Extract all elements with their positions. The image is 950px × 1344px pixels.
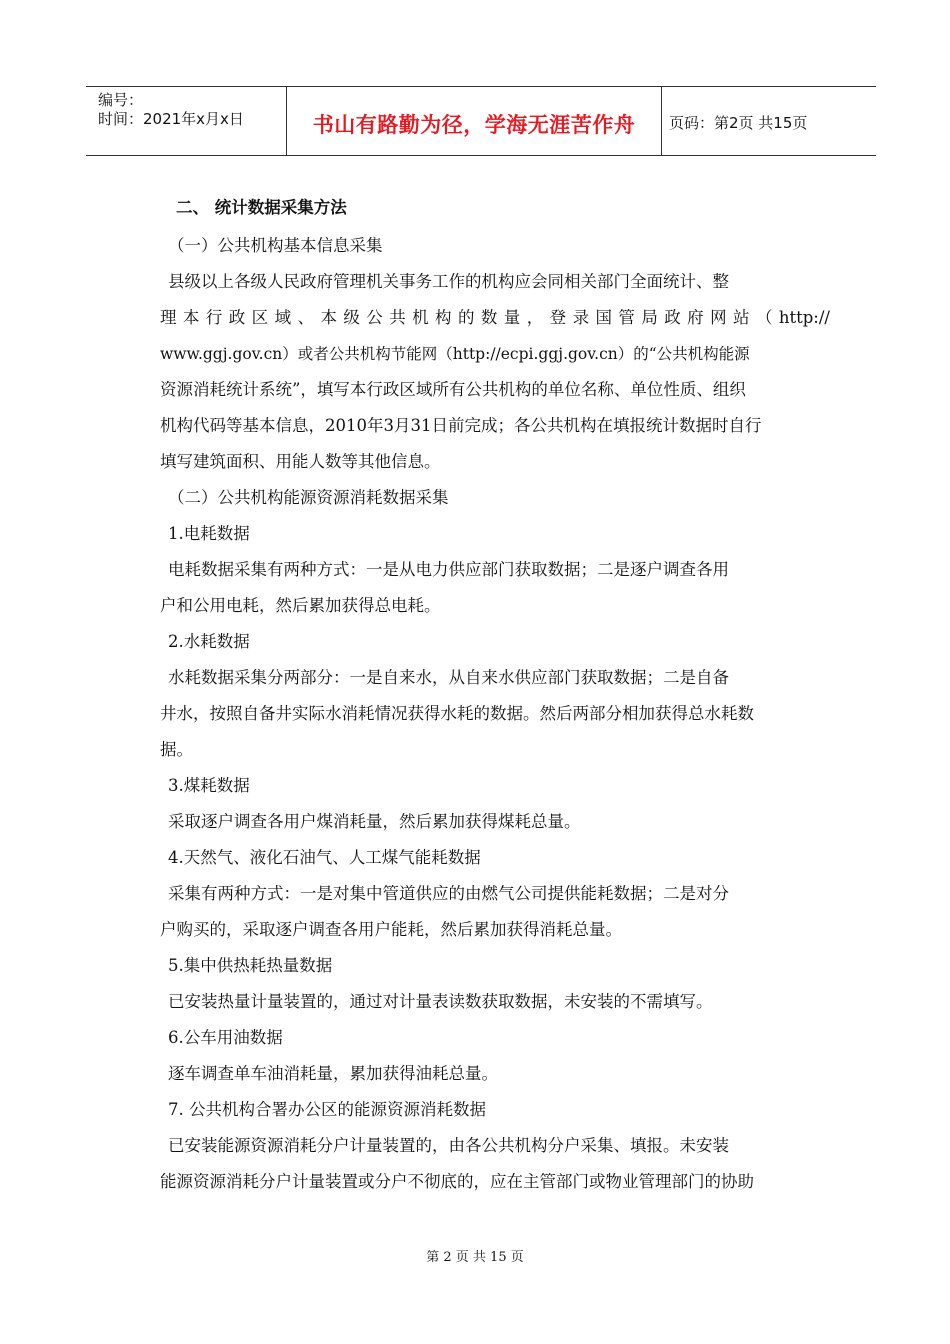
page-header: [86, 86, 876, 156]
paragraph-line: 电耗数据采集有两种方式：一是从电力供应部门获取数据；二是逐户调查各用: [168, 560, 729, 579]
motto: 书山有路勤为径，学海无涯苦作舟: [312, 113, 636, 137]
section-title: 二、 统计数据采集方法: [176, 198, 347, 217]
item-heading: 2.水耗数据: [168, 632, 250, 651]
paragraph-line: 水耗数据采集分两部分：一是自来水，从自来水供应部门获取数据；二是自备: [168, 668, 729, 687]
paragraph-line: 填写建筑面积、用能人数等其他信息。: [160, 452, 441, 471]
page-info: 页码：第2页 共15页: [669, 114, 808, 132]
paragraph-line: 县级以上各级人民政府管理机关事务工作的机构应会同相关部门全面统计、整: [168, 272, 729, 291]
header-meta-cell: [86, 87, 286, 155]
paragraph-line: 已安装能源资源消耗分户计量装置的，由各公共机构分户采集、填报。未安装: [168, 1136, 729, 1155]
item-heading: 1.电耗数据: [168, 524, 250, 543]
item-heading: 6.公车用油数据: [168, 1028, 283, 1047]
header-motto-cell: [286, 87, 662, 155]
paragraph-line: 户购买的，采取逐户调查各用户能耗，然后累加获得消耗总量。: [160, 920, 622, 939]
paragraph-line: 户和公用电耗，然后累加获得总电耗。: [160, 596, 441, 615]
paragraph-line: 据。: [160, 740, 193, 759]
page-footer: 第 2 页 共 15 页: [426, 1250, 524, 1265]
paragraph-line: 井水，按照自备井实际水消耗情况获得水耗的数据。然后两部分相加获得总水耗数: [160, 704, 754, 723]
paragraph-line: 理本行政区域、本级公共机构的数量，登录国管局政府网站（http://: [160, 308, 830, 327]
item-heading: 3.煤耗数据: [168, 776, 250, 795]
paragraph-line: 已安装热量计量装置的，通过对计量表读数获取数据，未安装的不需填写。: [168, 992, 713, 1011]
paragraph-line: 采取逐户调查各用户煤消耗量，然后累加获得煤耗总量。: [168, 812, 581, 831]
paragraph-line: 逐车调查单车油消耗量，累加获得油耗总量。: [168, 1064, 498, 1083]
header-page-cell: [661, 87, 876, 155]
paragraph-line: www.ggj.gov.cn）或者公共机构节能网（http://ecpi.ggj.gov.cn）的“公共机构能源: [160, 345, 750, 363]
paragraph-line: 能源资源消耗分户计量装置或分户不彻底的，应在主管部门或物业管理部门的协助: [160, 1172, 754, 1191]
item-heading: 5.集中供热耗热量数据: [168, 956, 333, 975]
subheading: （一）公共机构基本信息采集: [168, 236, 383, 255]
paragraph-line: 机构代码等基本信息，2010年3月31日前完成；各公共机构在填报统计数据时自行: [160, 416, 762, 435]
paragraph-line: 采集有两种方式：一是对集中管道供应的由燃气公司提供能耗数据；二是对分: [168, 884, 729, 903]
time-label: 时间：2021年x月x日: [98, 110, 244, 128]
subheading: （二）公共机构能源资源消耗数据采集: [168, 488, 449, 507]
paragraph-line: 资源消耗统计系统”，填写本行政区域所有公共机构的单位名称、单位性质、组织: [160, 380, 746, 399]
item-heading: 7. 公共机构合署办公区的能源资源消耗数据: [168, 1100, 486, 1119]
number-label: 编号：: [98, 91, 144, 109]
item-heading: 4.天然气、液化石油气、人工煤气能耗数据: [168, 848, 481, 867]
